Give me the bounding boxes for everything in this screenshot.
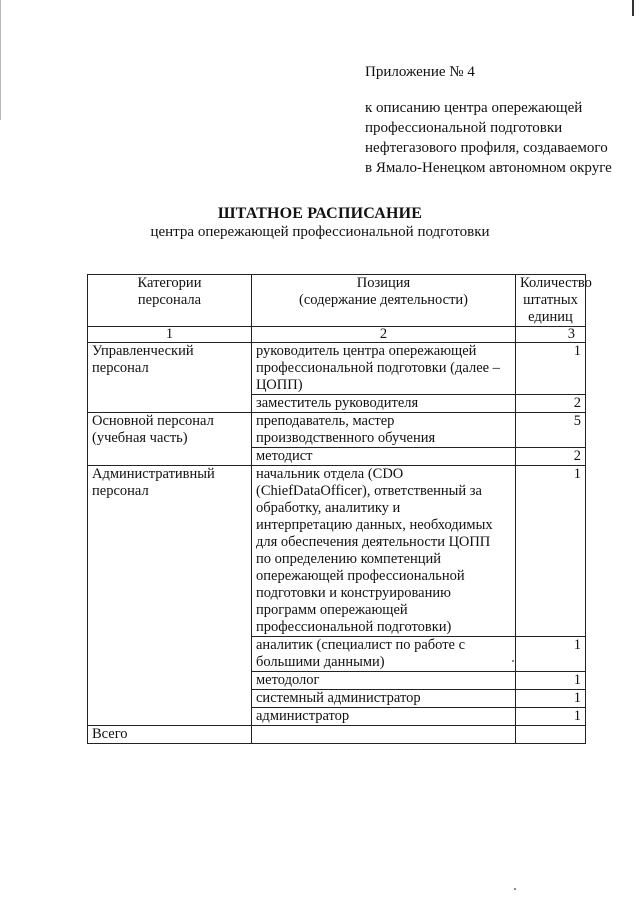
appendix-description-line: к описанию центра опережающей (365, 100, 583, 116)
total-label: Всего (88, 726, 252, 744)
table-row (88, 343, 586, 395)
scan-edge-mark (632, 0, 634, 16)
position-text: руководитель центра опережающей (256, 343, 477, 359)
position-text: обработку, аналитику и (256, 500, 401, 516)
position-text: аналитик (специалист по работе с (256, 637, 466, 653)
position-cell: заместитель руководителя (252, 395, 516, 413)
category-text: Основной персонал (92, 413, 214, 429)
category-text: персонал (92, 360, 149, 376)
scan-speck (514, 888, 516, 890)
position-text: для обеспечения деятельности ЦОПП (256, 534, 491, 550)
header-position (252, 275, 516, 327)
quantity-cell: 2 (516, 395, 586, 413)
header-text: Категории (137, 275, 202, 291)
position-cell: методист (252, 448, 516, 466)
position-text: производственного обучения (256, 430, 436, 446)
appendix-label: Приложение № 4 (365, 64, 475, 80)
quantity-cell: 2 (516, 448, 586, 466)
table-row (88, 413, 586, 448)
header-text: Позиция (356, 275, 411, 291)
quantity-cell: 5 (516, 413, 586, 448)
position-cell (252, 466, 516, 637)
category-text: Административный (92, 466, 215, 482)
appendix-description-line: в Ямало-Ненецком автономном округе (365, 160, 612, 176)
quantity-cell: 1 (516, 637, 586, 672)
quantity-cell: 1 (516, 343, 586, 395)
column-number: 2 (252, 327, 516, 343)
document-title: ШТАТНОЕ РАСПИСАНИЕ (217, 205, 423, 222)
position-cell (252, 413, 516, 448)
position-text: ЦОПП) (256, 377, 303, 393)
position-text: большими данными) (256, 654, 385, 670)
category-cell (88, 413, 252, 466)
quantity-cell: 1 (516, 708, 586, 726)
category-cell (88, 466, 252, 726)
total-row (88, 726, 586, 744)
header-text: единиц (528, 309, 573, 325)
position-text: программ опережающей (256, 602, 408, 618)
position-text: опережающей профессиональной (256, 568, 465, 584)
category-cell (88, 343, 252, 413)
position-text: по определению компетенций (256, 551, 442, 567)
total-value (516, 726, 586, 744)
header-category (88, 275, 252, 327)
position-text: профессиональной подготовки (далее – (256, 360, 500, 376)
header-text: (содержание деятельности) (298, 292, 469, 308)
scan-edge-line (0, 0, 1, 120)
position-cell: администратор (252, 708, 516, 726)
position-text: начальник отдела (CDO (256, 466, 404, 482)
position-text: (ChiefDataOfficer), ответственный за (256, 483, 482, 499)
appendix-description-line: нефтегазового профиля, создаваемого (365, 140, 608, 156)
position-text: преподаватель, мастер (256, 413, 395, 429)
scan-speck (512, 660, 514, 662)
header-text: штатных (523, 292, 578, 308)
header-quantity (516, 275, 592, 327)
position-text: интерпретацию данных, необходимых (256, 517, 493, 533)
staffing-table (87, 274, 592, 744)
quantity-cell: 1 (516, 672, 586, 690)
position-cell (252, 343, 516, 395)
category-text: персонал (92, 483, 149, 499)
appendix-description-line: профессиональной подготовки (365, 120, 563, 136)
column-number: 1 (88, 327, 252, 343)
table-header-row (88, 275, 586, 327)
position-cell: методолог (252, 672, 516, 690)
table-row (88, 466, 586, 637)
position-text: профессиональной подготовки) (256, 619, 452, 635)
quantity-cell: 1 (516, 690, 586, 708)
position-cell (252, 637, 516, 672)
category-text: Управленческий (92, 343, 194, 359)
position-text: подготовки и конструированию (256, 585, 451, 601)
position-cell: системный администратор (252, 690, 516, 708)
header-text: персонала (137, 292, 202, 308)
total-empty-cell (252, 726, 516, 744)
category-text: (учебная часть) (92, 430, 188, 446)
quantity-cell: 1 (516, 466, 586, 637)
column-number-row (88, 327, 586, 343)
header-text: Количество (520, 275, 592, 291)
appendix-description (365, 98, 635, 178)
column-number: 3 (516, 327, 586, 343)
document-subtitle: центра опережающей профессиональной подготовки (150, 224, 490, 240)
